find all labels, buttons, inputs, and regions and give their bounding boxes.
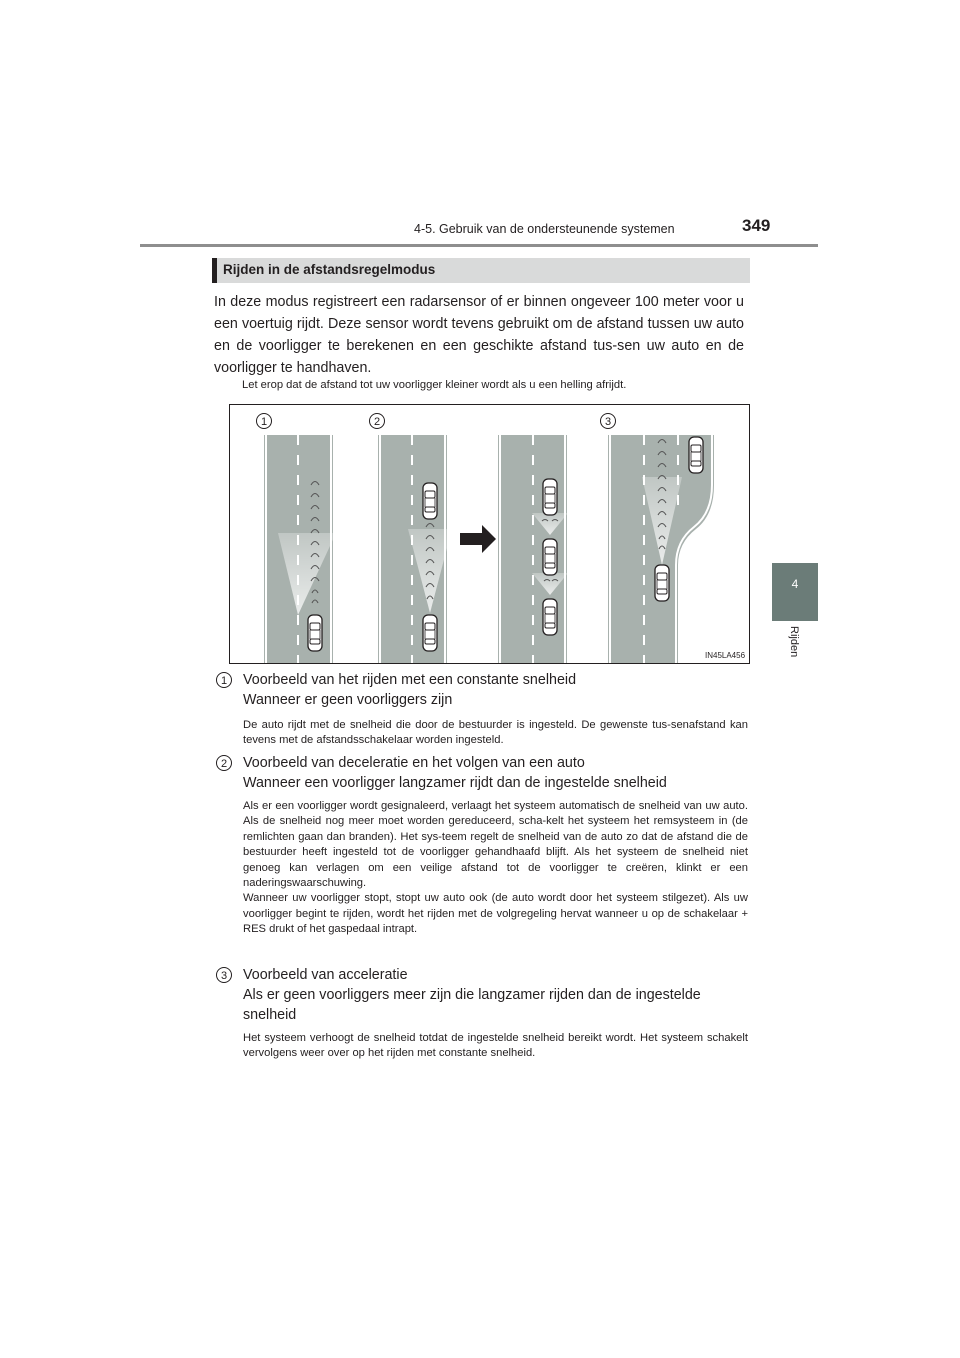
chapter-tab-label: Rijden xyxy=(788,626,800,658)
road-2 xyxy=(378,435,452,663)
item-2-body-paragraph-1: Als er een voorligger wordt gesignaleerd, verlaagt het systeem automatisch de snelheid van uw auto. Als de snelheid nog meer moet worden gereduceerd, scha-kelt het systeem het remsysteem in (de remlichten gaan dan branden). Het sys-teem regelt de snelheid van de auto zo dat de afstand die de bestuurder heeft ingesteld tot de voorligger gehandhaafd blijft. Als het systeem de snelheid niet genoeg kan verlagen om een veilige afstand tot de voorligger te creëren, klinkt er een naderingswaarschuwing. xyxy=(243,800,748,890)
road-3 xyxy=(498,435,568,663)
item-number-2: 2 xyxy=(216,755,232,771)
item-1-title-line-1: Voorbeeld van het rijden met een constante snelheid xyxy=(243,672,577,688)
section-heading: Rijden in de afstandsregelmodus xyxy=(223,262,436,277)
item-number-3: 3 xyxy=(216,967,232,983)
item-2-body-paragraph-2: Wanneer uw voorligger stopt, stopt uw auto ook (de auto wordt door het systeem stilgezet). Als uw voorligger begint te rijden, wordt het rijden met de volgregeling hervat wanneer u op de schakelaar + RES drukt of het gaspedaal intrapt. xyxy=(243,892,748,936)
item-3-title-line-1: Voorbeeld van acceleratie xyxy=(243,967,408,983)
item-2-body xyxy=(243,799,748,938)
road-4 xyxy=(608,435,714,663)
intro-paragraph: In deze modus registreert een radarsensor of er binnen ongeveer 100 meter voor u een voertuig rijdt. Deze sensor wordt tevens gebruikt om de afstand tussen uw auto en de voorligger te berekenen en een geschikte afstand tus-sen uw auto en de voorligger te handhaven. xyxy=(214,294,744,376)
note-paragraph: Let erop dat de afstand tot uw voorligger kleiner wordt als u een helling afrijdt. xyxy=(242,379,627,391)
figure-code: IN45LA456 xyxy=(705,651,746,660)
running-header: 4-5. Gebruik van de ondersteunende systemen xyxy=(414,222,675,236)
figure-marker-3: 3 xyxy=(600,413,616,429)
item-number-1: 1 xyxy=(216,672,232,688)
distance-control-figure xyxy=(229,404,750,664)
figure-marker-1: 1 xyxy=(256,413,272,429)
section-heading-accent xyxy=(212,258,217,283)
item-3-title xyxy=(243,965,748,1025)
road-1 xyxy=(264,435,336,663)
item-2-title xyxy=(243,753,748,793)
item-2-title-line-1: Voorbeeld van deceleratie en het volgen van een auto xyxy=(243,755,585,771)
road-illustration xyxy=(230,405,749,663)
chapter-tab xyxy=(772,563,818,621)
page-number: 349 xyxy=(742,216,771,235)
item-2-title-line-2: Wanneer een voorligger langzamer rijdt dan de ingestelde snelheid xyxy=(243,775,667,791)
item-3-body: Het systeem verhoogt de snelheid totdat de ingestelde snelheid bereikt wordt. Het systeem schakelt vervolgens weer over op het rijden met constante snelheid. xyxy=(243,1032,748,1060)
transition-arrow xyxy=(460,525,496,553)
item-3-title-line-2: Als er geen voorliggers meer zijn die langzamer rijden dan de ingestelde snelheid xyxy=(243,987,701,1023)
figure-marker-2: 2 xyxy=(369,413,385,429)
item-1-title xyxy=(243,670,748,710)
header-rule xyxy=(140,244,818,247)
chapter-tab-number: 4 xyxy=(791,577,799,591)
item-1-body: De auto rijdt met de snelheid die door de bestuurder is ingesteld. De gewenste tus-senafstand kan tevens met de afstandsschakelaar worden ingesteld. xyxy=(243,719,748,747)
item-1-title-line-2: Wanneer er geen voorliggers zijn xyxy=(243,692,453,708)
